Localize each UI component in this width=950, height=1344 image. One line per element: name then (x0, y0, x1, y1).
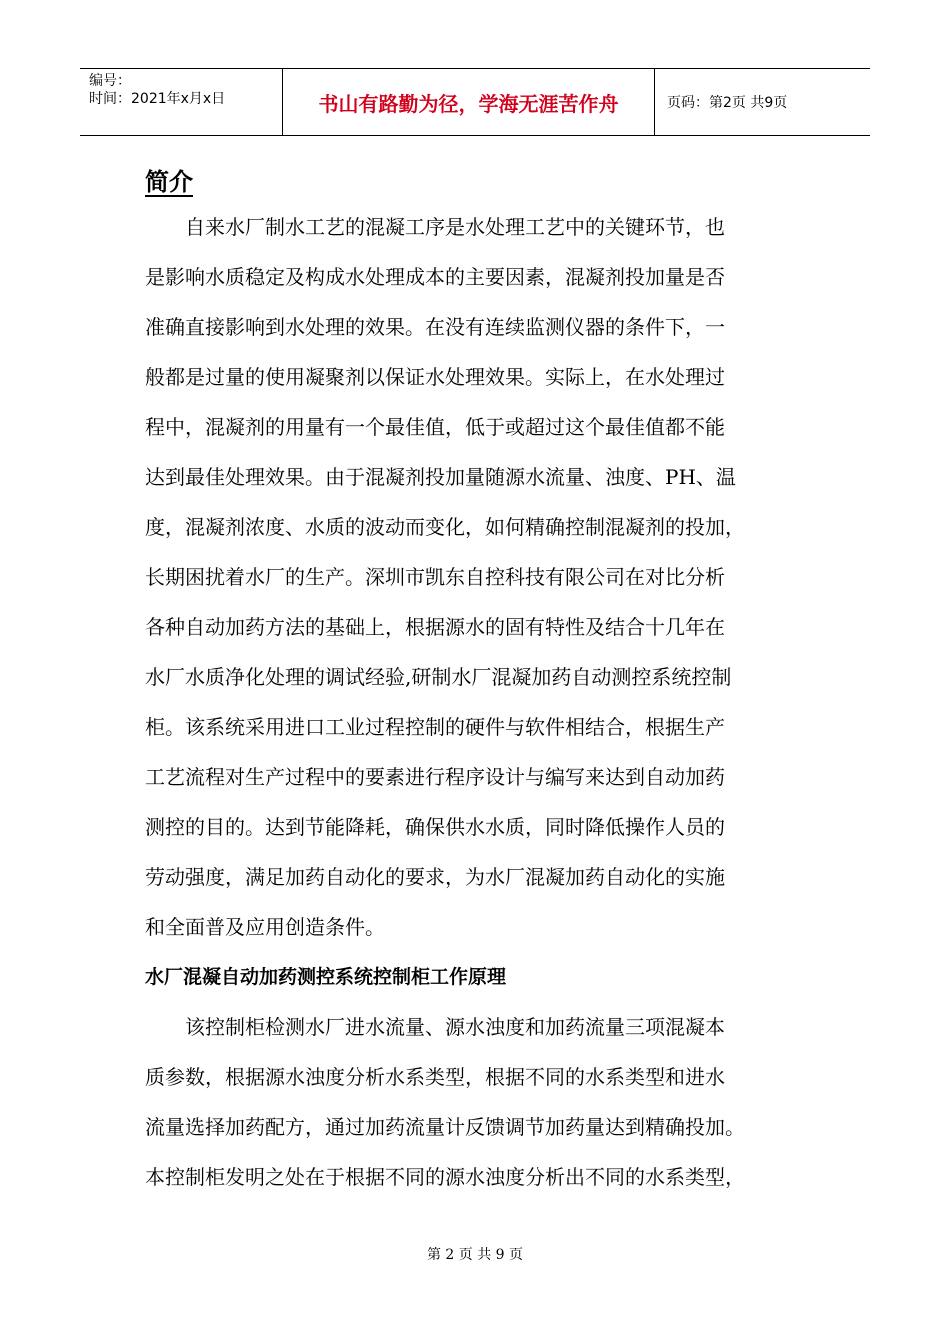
text-line: 自来水厂制水工艺的混凝工序是水处理工艺中的关键环节，也 (145, 215, 725, 239)
text-line: 程中，混凝剂的用量有一个最佳值，低于或超过这个最佳值都不能 (145, 415, 725, 439)
text-line: 各种自动加药方法的基础上，根据源水的固有特性及结合十几年在 (145, 615, 725, 639)
text-line: 劳动强度，满足加药自动化的要求，为水厂混凝加药自动化的实施 (145, 865, 725, 889)
section-title-intro: 简介 (145, 168, 193, 196)
header-page-cell (655, 69, 870, 135)
number-label: 编号： (89, 73, 131, 89)
text-line: 度，混凝剂浓度、水质的波动而变化，如何精确控制混凝剂的投加， (145, 515, 745, 539)
text-line: 准确直接影响到水处理的效果。在没有连续监测仪器的条件下，一 (145, 315, 725, 339)
text-line: 水厂水质净化处理的调试经验,研制水厂混凝加药自动测控系统控制 (145, 665, 732, 689)
text-line: 柜。该系统采用进口工业过程控制的硬件与软件相结合，根据生产 (145, 715, 725, 739)
text-line: 质参数，根据源水浊度分析水系类型，根据不同的水系类型和进水 (145, 1065, 725, 1089)
page-footer (0, 1244, 950, 1264)
footer-page-number: 第 2 页 共 9 页 (426, 1247, 524, 1263)
header-motto-cell (283, 69, 655, 135)
motto-text: 书山有路勤为径，学海无涯苦作舟 (318, 91, 619, 116)
text-line: 本控制柜发明之处在于根据不同的源水浊度分析出不同的水系类型， (145, 1165, 745, 1189)
text-line: 和全面普及应用创造条件。 (145, 915, 385, 939)
document-body (145, 162, 805, 1202)
text-line: 达到最佳处理效果。由于混凝剂投加量随源水流量、浊度、PH、温 (145, 465, 736, 489)
time-label: 时间：2021年x月x日 (89, 91, 226, 107)
text-line: 是影响水质稳定及构成水处理成本的主要因素，混凝剂投加量是否 (145, 265, 725, 289)
principle-paragraph (145, 1002, 805, 1202)
text-line: 工艺流程对生产过程中的要素进行程序设计与编写来达到自动加药 (145, 765, 725, 789)
text-line: 般都是过量的使用凝聚剂以保证水处理效果。实际上，在水处理过 (145, 365, 725, 389)
header-table (80, 68, 870, 136)
page-info: 页码：第2页 共9页 (667, 95, 788, 111)
intro-paragraph (145, 202, 805, 952)
text-line: 长期困扰着水厂的生产。深圳市凯东自控科技有限公司在对比分析 (145, 565, 725, 589)
text-line: 该控制柜检测水厂进水流量、源水浊度和加药流量三项混凝本 (145, 1015, 725, 1039)
text-line: 流量选择加药配方，通过加药流量计反馈调节加药量达到精确投加。 (145, 1115, 745, 1139)
text-line: 测控的目的。达到节能降耗，确保供水水质，同时降低操作人员的 (145, 815, 725, 839)
header-meta-cell (80, 69, 283, 135)
section-title-principle: 水厂混凝自动加药测控系统控制柜工作原理 (145, 966, 507, 988)
